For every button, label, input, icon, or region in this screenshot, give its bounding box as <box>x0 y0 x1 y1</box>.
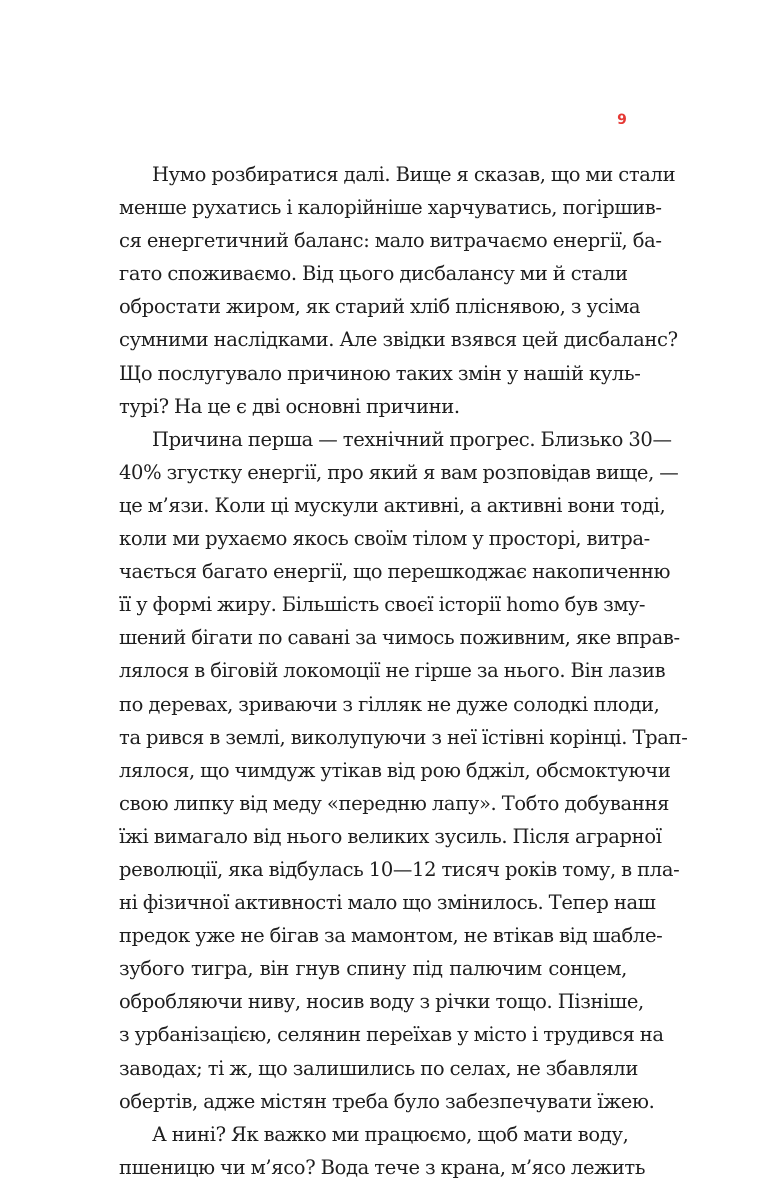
text-line: ся енергетичний баланс: мало витрачаємо енергії, ба- <box>119 229 662 253</box>
text-line: 40% згустку енергії, про який я вам розповідав вище, — <box>119 460 679 484</box>
body-text <box>119 158 688 1184</box>
text-line: обростати жиром, як старий хліб пліснявою, з усіма <box>119 295 641 319</box>
text-line: менше рухатись і калорійніше харчуватись, погіршив- <box>119 196 662 220</box>
text-line: обробляючи ниву, носив воду з річки тощо. Пізніше, <box>119 990 644 1014</box>
text-line: лялося в біговій локомоції не гірше за нього. Він лазив <box>119 659 666 683</box>
text-line: сумними наслідками. Але звідки взявся цей дисбаланс? <box>119 328 678 352</box>
text-line: заводах; ті ж, що залишились по селах, не збавляли <box>119 1056 638 1080</box>
text-line: пшеницю чи м’ясо? Вода тече з крана, м’ясо лежить <box>119 1155 646 1179</box>
text-line: Причина перша — технічний прогрес. Близько 30— <box>152 427 672 451</box>
text-line: А нині? Як важко ми працюємо, щоб мати воду, <box>152 1122 629 1146</box>
text-line: їжі вимагало від нього великих зусиль. Після аграрної <box>119 824 662 848</box>
text-line: Що послугувало причиною таких змін у нашій куль- <box>119 361 641 385</box>
page-number: 9 <box>617 112 627 128</box>
text-line: предок уже не бігав за мамонтом, не втікав від шабле- <box>119 924 663 948</box>
text-line: лялося, що чимдуж утікав від рою бджіл, обсмоктуючи <box>119 758 671 782</box>
text-line: свою липку від меду «передню лапу». Тобто добування <box>119 791 670 815</box>
text-line: обертів, адже містян треба було забезпечувати їжею. <box>119 1089 655 1113</box>
text-line: з урбанізацією, селянин переїхав у місто і трудився на <box>119 1023 664 1047</box>
text-line: коли ми рухаємо якось своїм тілом у просторі, витра- <box>119 527 650 551</box>
text-line: та рився в землі, виколупуючи з неї їстівні корінці. Трап- <box>119 725 688 749</box>
text-line: шений бігати по савані за чимось поживним, яке вправ- <box>119 626 680 650</box>
text-line: чається багато енергії, що перешкоджає накопиченню <box>119 560 671 584</box>
text-line: Нумо розбиратися далі. Вище я сказав, що ми стали <box>152 163 676 186</box>
text-line: це м’язи. Коли ці мускули активні, а активні вони тоді, <box>119 493 666 517</box>
text-line: ні фізичної активності мало що змінилось. Тепер наш <box>119 891 656 915</box>
text-line: гато споживаємо. Від цього дисбалансу ми й стали <box>119 262 628 286</box>
text-line: революції, яка відбулась 10—12 тисяч років тому, в пла- <box>119 857 680 881</box>
text-line: зубого тигра, він гнув спину під палючим сонцем, <box>119 957 627 981</box>
text-line: по деревах, зриваючи з гілляк не дуже солодкі плоди, <box>119 692 660 716</box>
text-line: турі? На це є дві основні причини. <box>119 394 460 418</box>
text-line: її у формі жиру. Більшість своєї історії homo був змy- <box>119 593 646 617</box>
